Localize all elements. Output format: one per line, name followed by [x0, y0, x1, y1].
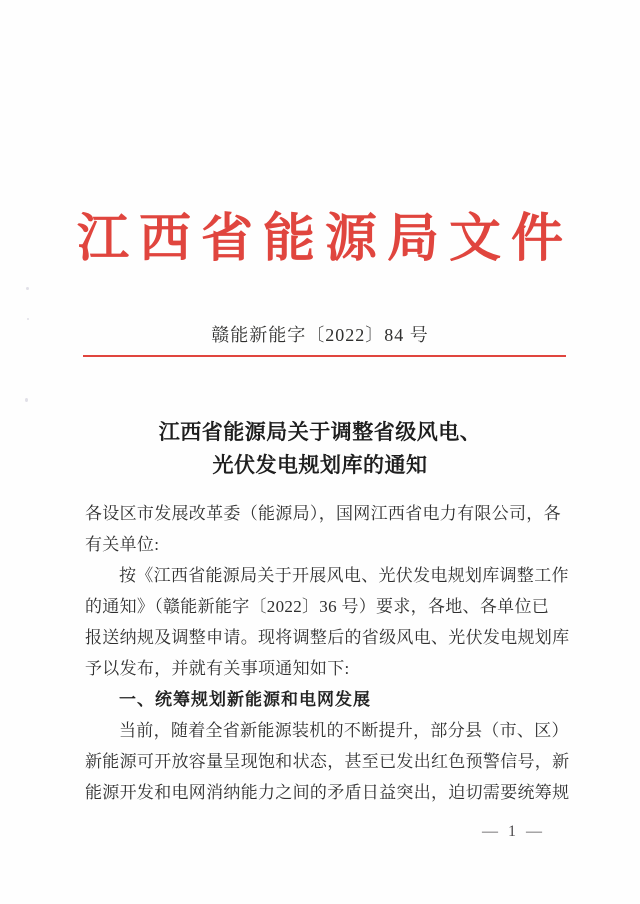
red-divider-line — [83, 355, 566, 357]
document-title-line1: 江西省能源局关于调整省级风电、 — [158, 420, 482, 444]
body-line: 当前，随着全省新能源装机的不断提升，部分县（市、区） — [119, 721, 569, 740]
scan-artifact — [27, 318, 29, 320]
document-reference-number: 赣能新能字〔2022〕84 号 — [211, 325, 429, 345]
body-line: 报送纳规及调整申请。现将调整后的省级风电、光伏发电规划库 — [85, 628, 570, 647]
scan-artifact — [25, 398, 28, 402]
body-line: 能源开发和电网消纳能力之间的矛盾日益突出，迫切需要统筹规 — [85, 783, 570, 802]
page-number: — 1 — — [482, 823, 545, 840]
scan-artifact — [26, 287, 29, 290]
document-title-line2: 光伏发电规划库的通知 — [212, 453, 428, 477]
body-line: 的通知》（赣能新能字〔2022〕36 号）要求，各地、各单位已 — [85, 597, 550, 616]
body-line: 按《江西省能源局关于开展风电、光伏发电规划库调整工作 — [119, 566, 569, 585]
document-body — [85, 498, 570, 808]
body-line: 各设区市发展改革委（能源局），国网江西省电力有限公司，各 — [85, 504, 561, 523]
body-line: 有关单位: — [85, 535, 160, 554]
agency-letterhead-title: 江西省能源局文件 — [76, 211, 573, 268]
section-heading: 一、统筹规划新能源和电网发展 — [119, 690, 371, 709]
body-line: 予以发布，并就有关事项通知如下: — [85, 659, 350, 678]
document-title — [0, 416, 640, 482]
body-line: 新能源可开放容量呈现饱和状态，甚至已发出红色预警信号，新 — [85, 752, 570, 771]
